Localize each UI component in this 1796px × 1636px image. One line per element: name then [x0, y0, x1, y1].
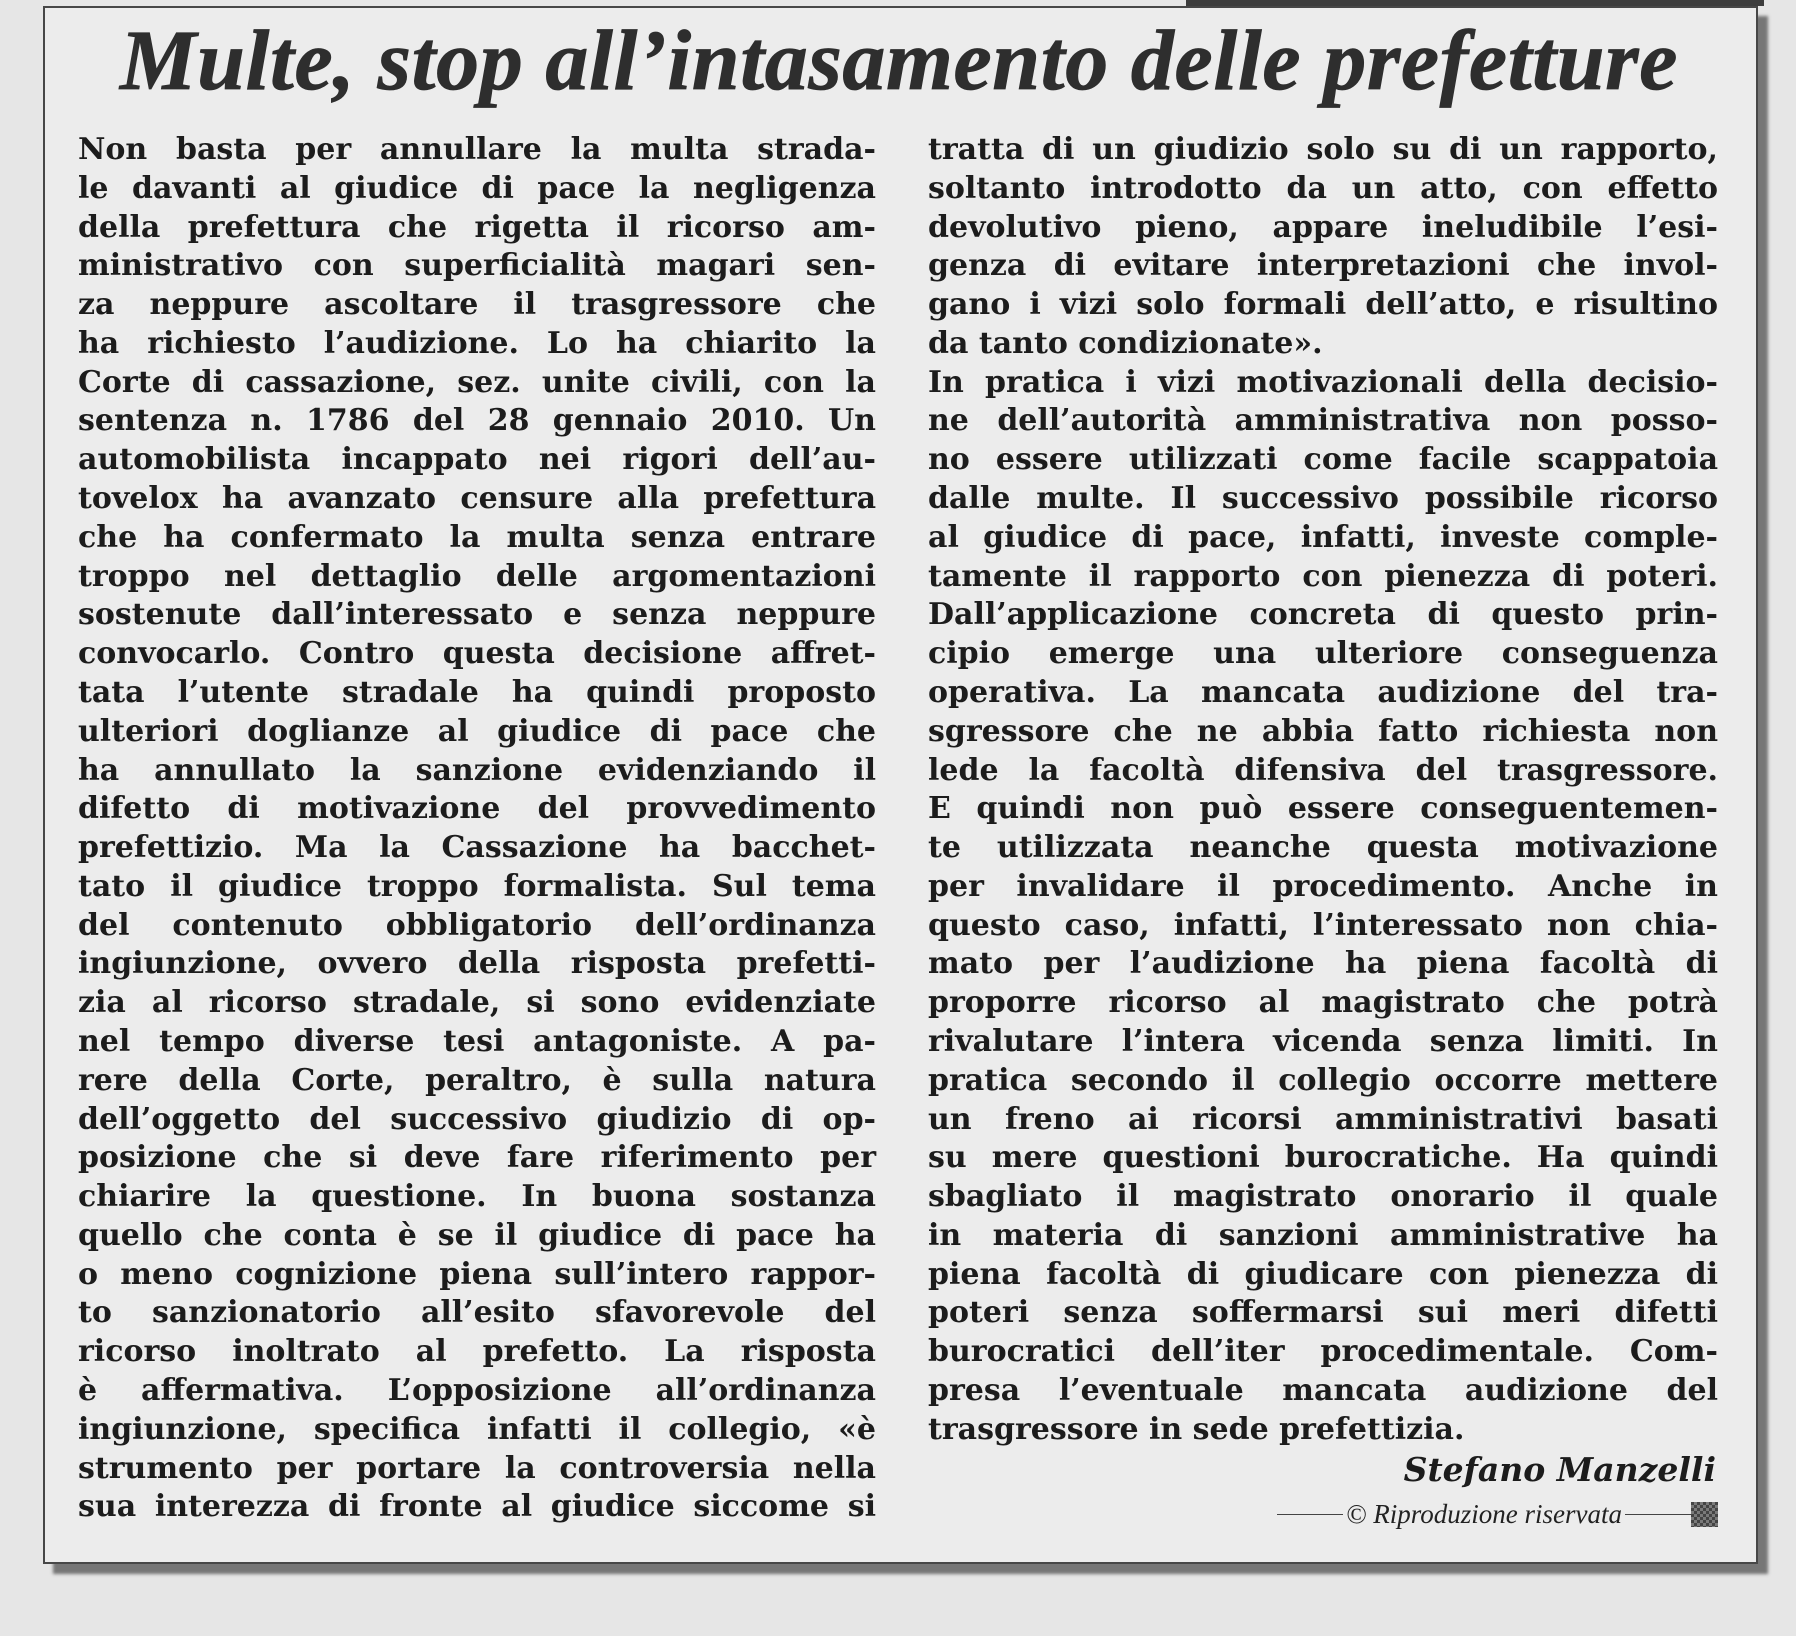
text-line: Dall’applicazione concreta di questo prin- [928, 597, 1718, 633]
text-line: ha richiesto l’audizione. Lo ha chiarito la [78, 325, 876, 361]
text-line: su mere questioni burocratiche. Ha quindi [928, 1140, 1718, 1176]
text-line: tato il giudice troppo formalista. Sul tema [78, 868, 876, 904]
text-line: pratica secondo il collegio occorre mettere [928, 1062, 1718, 1098]
text-line: dell’oggetto del successivo giudizio di op- [78, 1101, 876, 1137]
text-line: burocratici dell’iter procedimentale. Com- [928, 1334, 1718, 1370]
text-line: un freno ai ricorsi amministrativi basati [928, 1101, 1718, 1137]
text-line: gano i vizi solo formali dell’atto, e risultino [928, 287, 1719, 323]
text-line: tratta di un giudizio solo su di un rapporto, [928, 132, 1718, 167]
text-line: della prefettura che rigetta il ricorso am- [78, 209, 876, 245]
text-line: strumento per portare la controversia nella [78, 1450, 876, 1486]
text-line: soltanto introdotto da un atto, con effetto [928, 170, 1718, 206]
author-signature: Stefano Manzelli [1403, 1450, 1716, 1489]
text-line: troppo nel dettaglio delle argomentazioni [78, 558, 876, 594]
text-line: rere della Corte, peraltro, è sulla natura [78, 1062, 876, 1098]
text-line: ministrativo con superficialità magari sen- [78, 248, 876, 284]
text-line: Corte di cassazione, sez. unite civili, con la [78, 364, 876, 400]
text-line: automobilista incappato nei rigori dell’au- [78, 442, 876, 478]
text-line: ingiunzione, ovvero della risposta prefetti- [78, 946, 876, 982]
text-line: lede la facoltà difensiva del trasgressore. [928, 752, 1718, 788]
text-line: to sanzionatorio all’esito sfavorevole del [78, 1295, 876, 1331]
text-line: tamente il rapporto con pienezza di poteri. [928, 558, 1718, 594]
text-line: te utilizzata neanche questa motivazione [928, 830, 1718, 866]
text-line: quello che conta è se il giudice di pace ha [78, 1217, 876, 1253]
copyright-row [1277, 1497, 1718, 1531]
text-line: per invalidare il procedimento. Anche in [928, 868, 1718, 904]
text-line: ha annullato la sanzione evidenziando il [78, 752, 876, 788]
text-line: za neppure ascoltare il trasgressore che [78, 287, 876, 323]
text-line: ingiunzione, specifica infatti il collegio, «è [78, 1411, 876, 1447]
text-line: presa l’eventuale mancata audizione del [928, 1373, 1718, 1408]
text-line: mato per l’audizione ha piena facoltà di [928, 946, 1718, 982]
copyright-rule-right [1625, 1514, 1691, 1515]
text-line: al giudice di pace, infatti, investe comple- [928, 519, 1718, 555]
article-title: Multe, stop all’intasamento delle prefetture [120, 12, 1678, 108]
text-line: ulteriori doglianze al giudice di pace che [78, 713, 876, 749]
text-line: in materia di sanzioni amministrative ha [928, 1217, 1718, 1253]
text-line: zia al ricorso stradale, si sono evidenziate [78, 985, 876, 1021]
text-line: ricorso inoltrato al prefetto. La risposta [78, 1334, 876, 1370]
text-line: questo caso, infatti, l’interessato non chia- [928, 907, 1718, 943]
text-line: no essere utilizzati come facile scappatoia [928, 442, 1719, 478]
text-line: nel tempo diverse tesi antagoniste. A pa- [78, 1023, 876, 1059]
text-line: proporre ricorso al magistrato che potrà [928, 985, 1718, 1021]
text-line: sostenute dall’interessato e senza neppure [78, 597, 877, 633]
text-line: prefettizio. Ma la Cassazione ha bacchet- [78, 830, 876, 866]
text-line: posizione che si deve fare riferimento per [78, 1140, 876, 1176]
text-line: cipio emerge una ulteriore conseguenza [928, 636, 1718, 672]
text-line: rivalutare l’intera vicenda senza limiti. In [928, 1023, 1718, 1059]
text-line: E quindi non può essere conseguentemen- [928, 791, 1718, 827]
text-line: difetto di motivazione del provvedimento [78, 791, 876, 827]
text-line: poteri senza soffermarsi sui meri difetti [928, 1295, 1718, 1331]
text-line: tata l’utente stradale ha quindi proposto [78, 674, 876, 710]
copyright-notice: © Riproduzione riservata [1346, 1499, 1622, 1529]
text-line: tovelox ha avanzato censure alla prefettura [78, 481, 877, 517]
text-line: le davanti al giudice di pace la negligenza [78, 170, 876, 206]
text-line: operativa. La mancata audizione del tra- [928, 674, 1718, 710]
text-line: ne dell’autorità amministrativa non posso- [928, 403, 1718, 439]
text-line: sua interezza di fronte al giudice siccome si [78, 1489, 876, 1525]
text-line: sentenza n. 1786 del 28 gennaio 2010. Un [78, 403, 876, 439]
text-line: genza di evitare interpretazioni che invol- [928, 248, 1718, 284]
text-line: convocarlo. Contro questa decisione affret- [78, 636, 876, 672]
text-line: sbagliato il magistrato onorario il quale [928, 1179, 1718, 1215]
text-line: è affermativa. L’opposizione all’ordinanza [78, 1373, 876, 1408]
text-line: chiarire la questione. In buona sostanza [78, 1179, 876, 1215]
text-line: sgressore che ne abbia fatto richiesta non [928, 713, 1719, 749]
text-line: o meno cognizione piena sull’intero rappor- [78, 1256, 876, 1292]
right-column [928, 131, 1718, 1450]
text-line: trasgressore in sede prefettizia. [928, 1411, 1465, 1447]
text-line: del contenuto obbligatorio dell’ordinanza [78, 907, 876, 943]
text-line: dalle multe. Il successivo possibile ricorso [928, 481, 1718, 517]
text-line: In pratica i vizi motivazionali della decisio- [928, 364, 1718, 400]
copyright-rule-left [1277, 1514, 1343, 1515]
text-line: piena facoltà di giudicare con pienezza di [928, 1256, 1719, 1292]
text-line: devolutivo pieno, appare ineludibile l’esi- [928, 209, 1718, 245]
text-line: che ha confermato la multa senza entrare [78, 519, 876, 555]
end-mark-icon [1691, 1502, 1718, 1527]
left-column [78, 131, 876, 1527]
text-line: da tanto condizionate». [928, 325, 1323, 361]
text-line: Non basta per annullare la multa strada- [78, 132, 876, 167]
